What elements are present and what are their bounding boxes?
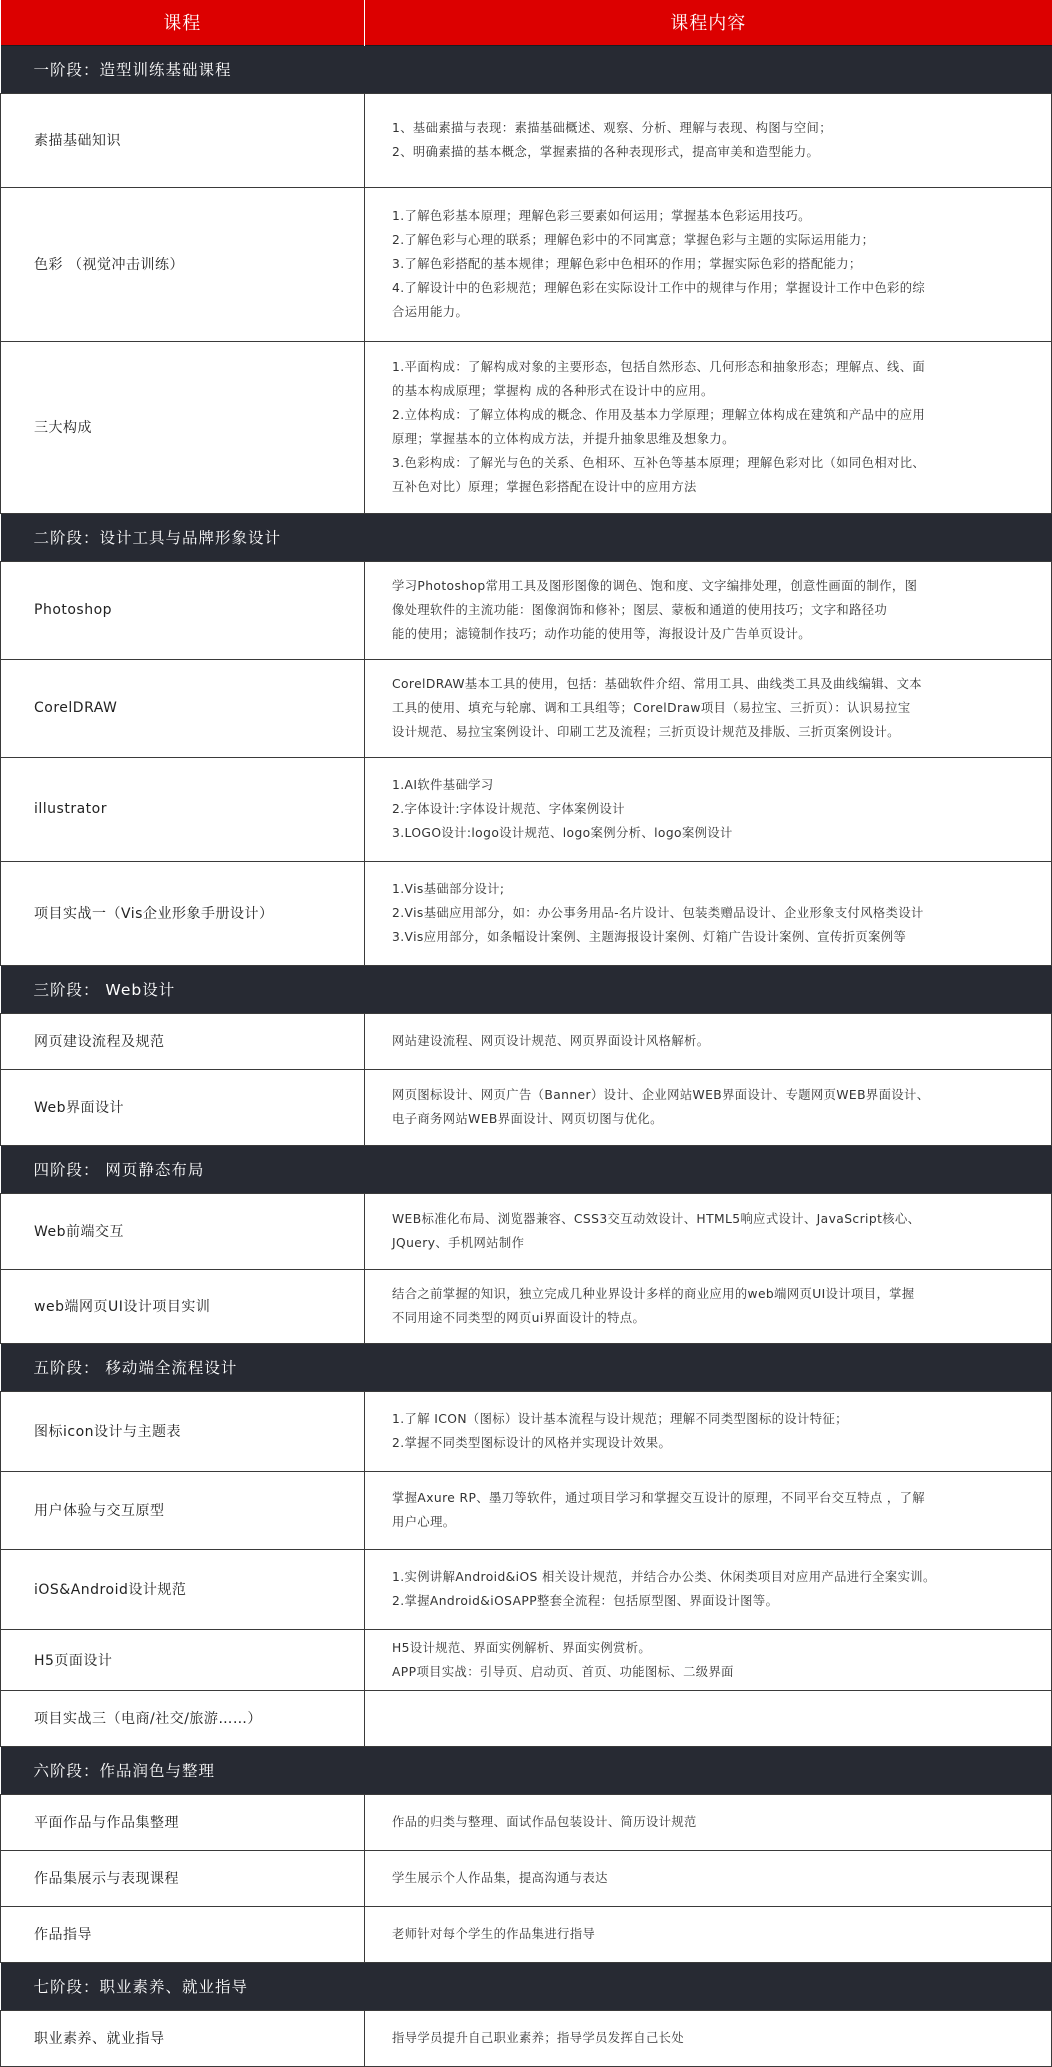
header-course-content: 课程内容: [365, 0, 1052, 45]
course-content: [365, 1794, 1052, 1850]
content-line: 2、明确素描的基本概念，掌握素描的各种表现形式，提高审美和造型能力。: [392, 145, 820, 159]
content-line: 1、基础素描与表现：素描基础概述、观察、分析、理解与表现、构图与空间；: [392, 121, 832, 135]
content-line: 1.实例讲解Android&iOS 相关设计规范，并结合办公类、休闲类项目对应用产品进行全案实训。: [392, 1570, 936, 1584]
course-row: [1, 1906, 1052, 1962]
content-line: 能的使用；滤镜制作技巧；动作功能的使用等，海报设计及广告单页设计。: [392, 627, 811, 641]
course-row: [1, 187, 1052, 341]
course-name: web端网页UI设计项目实训: [1, 1269, 365, 1343]
course-content: [365, 861, 1052, 965]
course-name: Web界面设计: [1, 1069, 365, 1145]
content-line: 学习Photoshop常用工具及图形图像的调色、饱和度、文字编排处理，创意性画面的制作，图: [392, 579, 918, 593]
course-name: iOS&Android设计规范: [1, 1549, 365, 1629]
course-name: 色彩 （视觉冲击训练）: [1, 187, 365, 341]
content-line: 设计规范、易拉宝案例设计、印刷工艺及流程；三折页设计规范及排版、三折页案例设计。: [392, 725, 900, 739]
content-line: 工具的使用、填充与轮廓、调和工具组等；CorelDraw项目（易拉宝、三折页）：认识易拉宝: [392, 701, 911, 715]
content-line: 2.字体设计:字体设计规范、字体案例设计: [392, 802, 625, 816]
content-line: 3.了解色彩搭配的基本规律；理解色彩中色相环的作用；掌握实际色彩的搭配能力；: [392, 257, 862, 271]
course-content: [365, 187, 1052, 341]
content-line: 学生展示个人作品集，提高沟通与表达: [392, 1871, 608, 1885]
course-name: 作品集展示与表现课程: [1, 1850, 365, 1906]
course-content: [365, 1391, 1052, 1471]
course-name: 项目实战三（电商/社交/旅游……）: [1, 1690, 365, 1746]
course-name: 素描基础知识: [1, 93, 365, 187]
stage-row: [1, 513, 1052, 561]
course-row: [1, 341, 1052, 513]
content-line: 互补色对比）原理；掌握色彩搭配在设计中的应用方法: [392, 480, 697, 494]
course-content: [365, 2010, 1052, 2066]
content-line: 指导学员提升自己职业素养；指导学员发挥自己长处: [392, 2031, 685, 2045]
content-line: 2.掌握不同类型图标设计的风格并实现设计效果。: [392, 1436, 672, 1450]
content-line: 网站建设流程、网页设计规范、网页界面设计风格解析。: [392, 1034, 710, 1048]
stage-title: 一阶段：造型训练基础课程: [1, 45, 1052, 93]
content-line: 用户心理。: [392, 1515, 456, 1529]
content-line: 1.Vis基础部分设计;: [392, 882, 505, 896]
course-row: [1, 561, 1052, 659]
content-line: 2.立体构成：了解立体构成的概念、作用及基本力学原理；理解立体构成在建筑和产品中的应用: [392, 408, 926, 422]
course-content: [365, 1690, 1052, 1746]
course-row: [1, 1013, 1052, 1069]
course-content: [365, 1906, 1052, 1962]
course-row: [1, 757, 1052, 861]
course-content: [365, 93, 1052, 187]
course-content: [365, 1629, 1052, 1690]
course-name: H5页面设计: [1, 1629, 365, 1690]
course-name: 用户体验与交互原型: [1, 1471, 365, 1549]
table-body: [1, 45, 1052, 2066]
stage-row: [1, 965, 1052, 1013]
course-name: 三大构成: [1, 341, 365, 513]
content-line: 合运用能力。: [392, 305, 469, 319]
content-line: 原理；掌握基本的立体构成方法，并提升抽象思维及想象力。: [392, 432, 735, 446]
stage-title: 五阶段： 移动端全流程设计: [1, 1343, 1052, 1391]
course-row: [1, 1471, 1052, 1549]
course-row: [1, 1690, 1052, 1746]
course-content: [365, 1269, 1052, 1343]
course-name: 项目实战一（Vis企业形象手册设计）: [1, 861, 365, 965]
stage-title: 七阶段：职业素养、就业指导: [1, 1962, 1052, 2010]
stage-title: 三阶段： Web设计: [1, 965, 1052, 1013]
content-line: 2.Vis基础应用部分，如：办公事务用品-名片设计、包装类赠品设计、企业形象支付风格类设计: [392, 906, 924, 920]
course-row: [1, 2010, 1052, 2066]
course-name: CorelDRAW: [1, 659, 365, 757]
course-name: 职业素养、就业指导: [1, 2010, 365, 2066]
content-line: 1.平面构成：了解构成对象的主要形态，包括自然形态、几何形态和抽象形态；理解点、线、面: [392, 360, 926, 374]
course-name: 图标icon设计与主题表: [1, 1391, 365, 1471]
content-line: 2.掌握Android&iOSAPP整套全流程：包括原型图、界面设计图等。: [392, 1594, 779, 1608]
content-line: WEB标准化布局、浏览器兼容、CSS3交互动效设计、HTML5响应式设计、JavaScript核心、: [392, 1212, 921, 1226]
content-line: 1.AI软件基础学习: [392, 778, 494, 792]
content-line: 的基本构成原理；掌握构 成的各种形式在设计中的应用。: [392, 384, 714, 398]
course-content: [365, 341, 1052, 513]
stage-row: [1, 1145, 1052, 1193]
course-row: [1, 93, 1052, 187]
content-line: APP项目实战：引导页、启动页、首页、功能图标、二级界面: [392, 1664, 734, 1679]
course-row: [1, 1269, 1052, 1343]
course-content: [365, 561, 1052, 659]
course-row: [1, 1193, 1052, 1269]
course-name: Web前端交互: [1, 1193, 365, 1269]
stage-row: [1, 45, 1052, 93]
content-line: 3.Vis应用部分，如条幅设计案例、主题海报设计案例、灯箱广告设计案例、宣传折页案例等: [392, 930, 907, 944]
course-row: [1, 1850, 1052, 1906]
content-line: 像处理软件的主流功能：图像润饰和修补；图层、蒙板和通道的使用技巧；文字和路径功: [392, 603, 888, 617]
course-content: [365, 1013, 1052, 1069]
stage-title: 二阶段：设计工具与品牌形象设计: [1, 513, 1052, 561]
content-line: 电子商务网站WEB界面设计、网页切图与优化。: [392, 1112, 663, 1126]
course-name: 网页建设流程及规范: [1, 1013, 365, 1069]
table-header: [1, 0, 1052, 45]
course-name: Photoshop: [1, 561, 365, 659]
course-content: [365, 1069, 1052, 1145]
course-row: [1, 1549, 1052, 1629]
course-name: illustrator: [1, 757, 365, 861]
stage-row: [1, 1746, 1052, 1794]
course-row: [1, 659, 1052, 757]
stage-title: 六阶段：作品润色与整理: [1, 1746, 1052, 1794]
course-content: [365, 659, 1052, 757]
content-line: 4.了解设计中的色彩规范；理解色彩在实际设计工作中的规律与作用；掌握设计工作中色彩的综: [392, 281, 926, 295]
content-line: CorelDRAW基本工具的使用，包括：基础软件介绍、常用工具、曲线类工具及曲线编辑、文本: [392, 677, 922, 691]
content-line: 网页图标设计、网页广告（Banner）设计、企业网站WEB界面设计、专题网页WEB界面设计、: [392, 1088, 930, 1102]
course-row: [1, 1794, 1052, 1850]
content-line: H5设计规范、界面实例解析、界面实例赏析。: [392, 1640, 652, 1655]
content-line: JQuery、手机网站制作: [392, 1236, 525, 1250]
content-line: 结合之前掌握的知识，独立完成几种业界设计多样的商业应用的web端网页UI设计项目，掌握: [392, 1287, 915, 1301]
course-content: [365, 1193, 1052, 1269]
course-row: [1, 1391, 1052, 1471]
course-content: [365, 757, 1052, 861]
course-row: [1, 1069, 1052, 1145]
course-name: 作品指导: [1, 1906, 365, 1962]
content-line: 掌握Axure RP、墨刀等软件，通过项目学习和掌握交互设计的原理，不同平台交互特点 ，了解: [392, 1491, 925, 1505]
content-line: 老师针对每个学生的作品集进行指导: [392, 1927, 596, 1941]
content-line: 1.了解色彩基本原理；理解色彩三要素如何运用；掌握基本色彩运用技巧。: [392, 209, 811, 223]
content-line: 3.色彩构成：了解光与色的关系、色相环、互补色等基本原理；理解色彩对比（如同色相对比、: [392, 456, 926, 470]
course-row: [1, 861, 1052, 965]
content-line: 1.了解 ICON（图标）设计基本流程与设计规范；理解不同类型图标的设计特征；: [392, 1412, 848, 1426]
course-row: [1, 1629, 1052, 1690]
content-line: 不同用途不同类型的网页ui界面设计的特点。: [392, 1311, 646, 1325]
course-content: [365, 1471, 1052, 1549]
course-content: [365, 1549, 1052, 1629]
course-name: 平面作品与作品集整理: [1, 1794, 365, 1850]
stage-row: [1, 1343, 1052, 1391]
course-content: [365, 1850, 1052, 1906]
stage-title: 四阶段： 网页静态布局: [1, 1145, 1052, 1193]
header-course: 课程: [1, 0, 365, 45]
content-line: 作品的归类与整理、面试作品包装设计、简历设计规范: [392, 1815, 697, 1829]
stage-row: [1, 1962, 1052, 2010]
content-line: 3.LOGO设计:logo设计规范、logo案例分析、logo案例设计: [392, 826, 733, 840]
content-line: 2.了解色彩与心理的联系；理解色彩中的不同寓意；掌握色彩与主题的实际运用能力；: [392, 233, 875, 247]
